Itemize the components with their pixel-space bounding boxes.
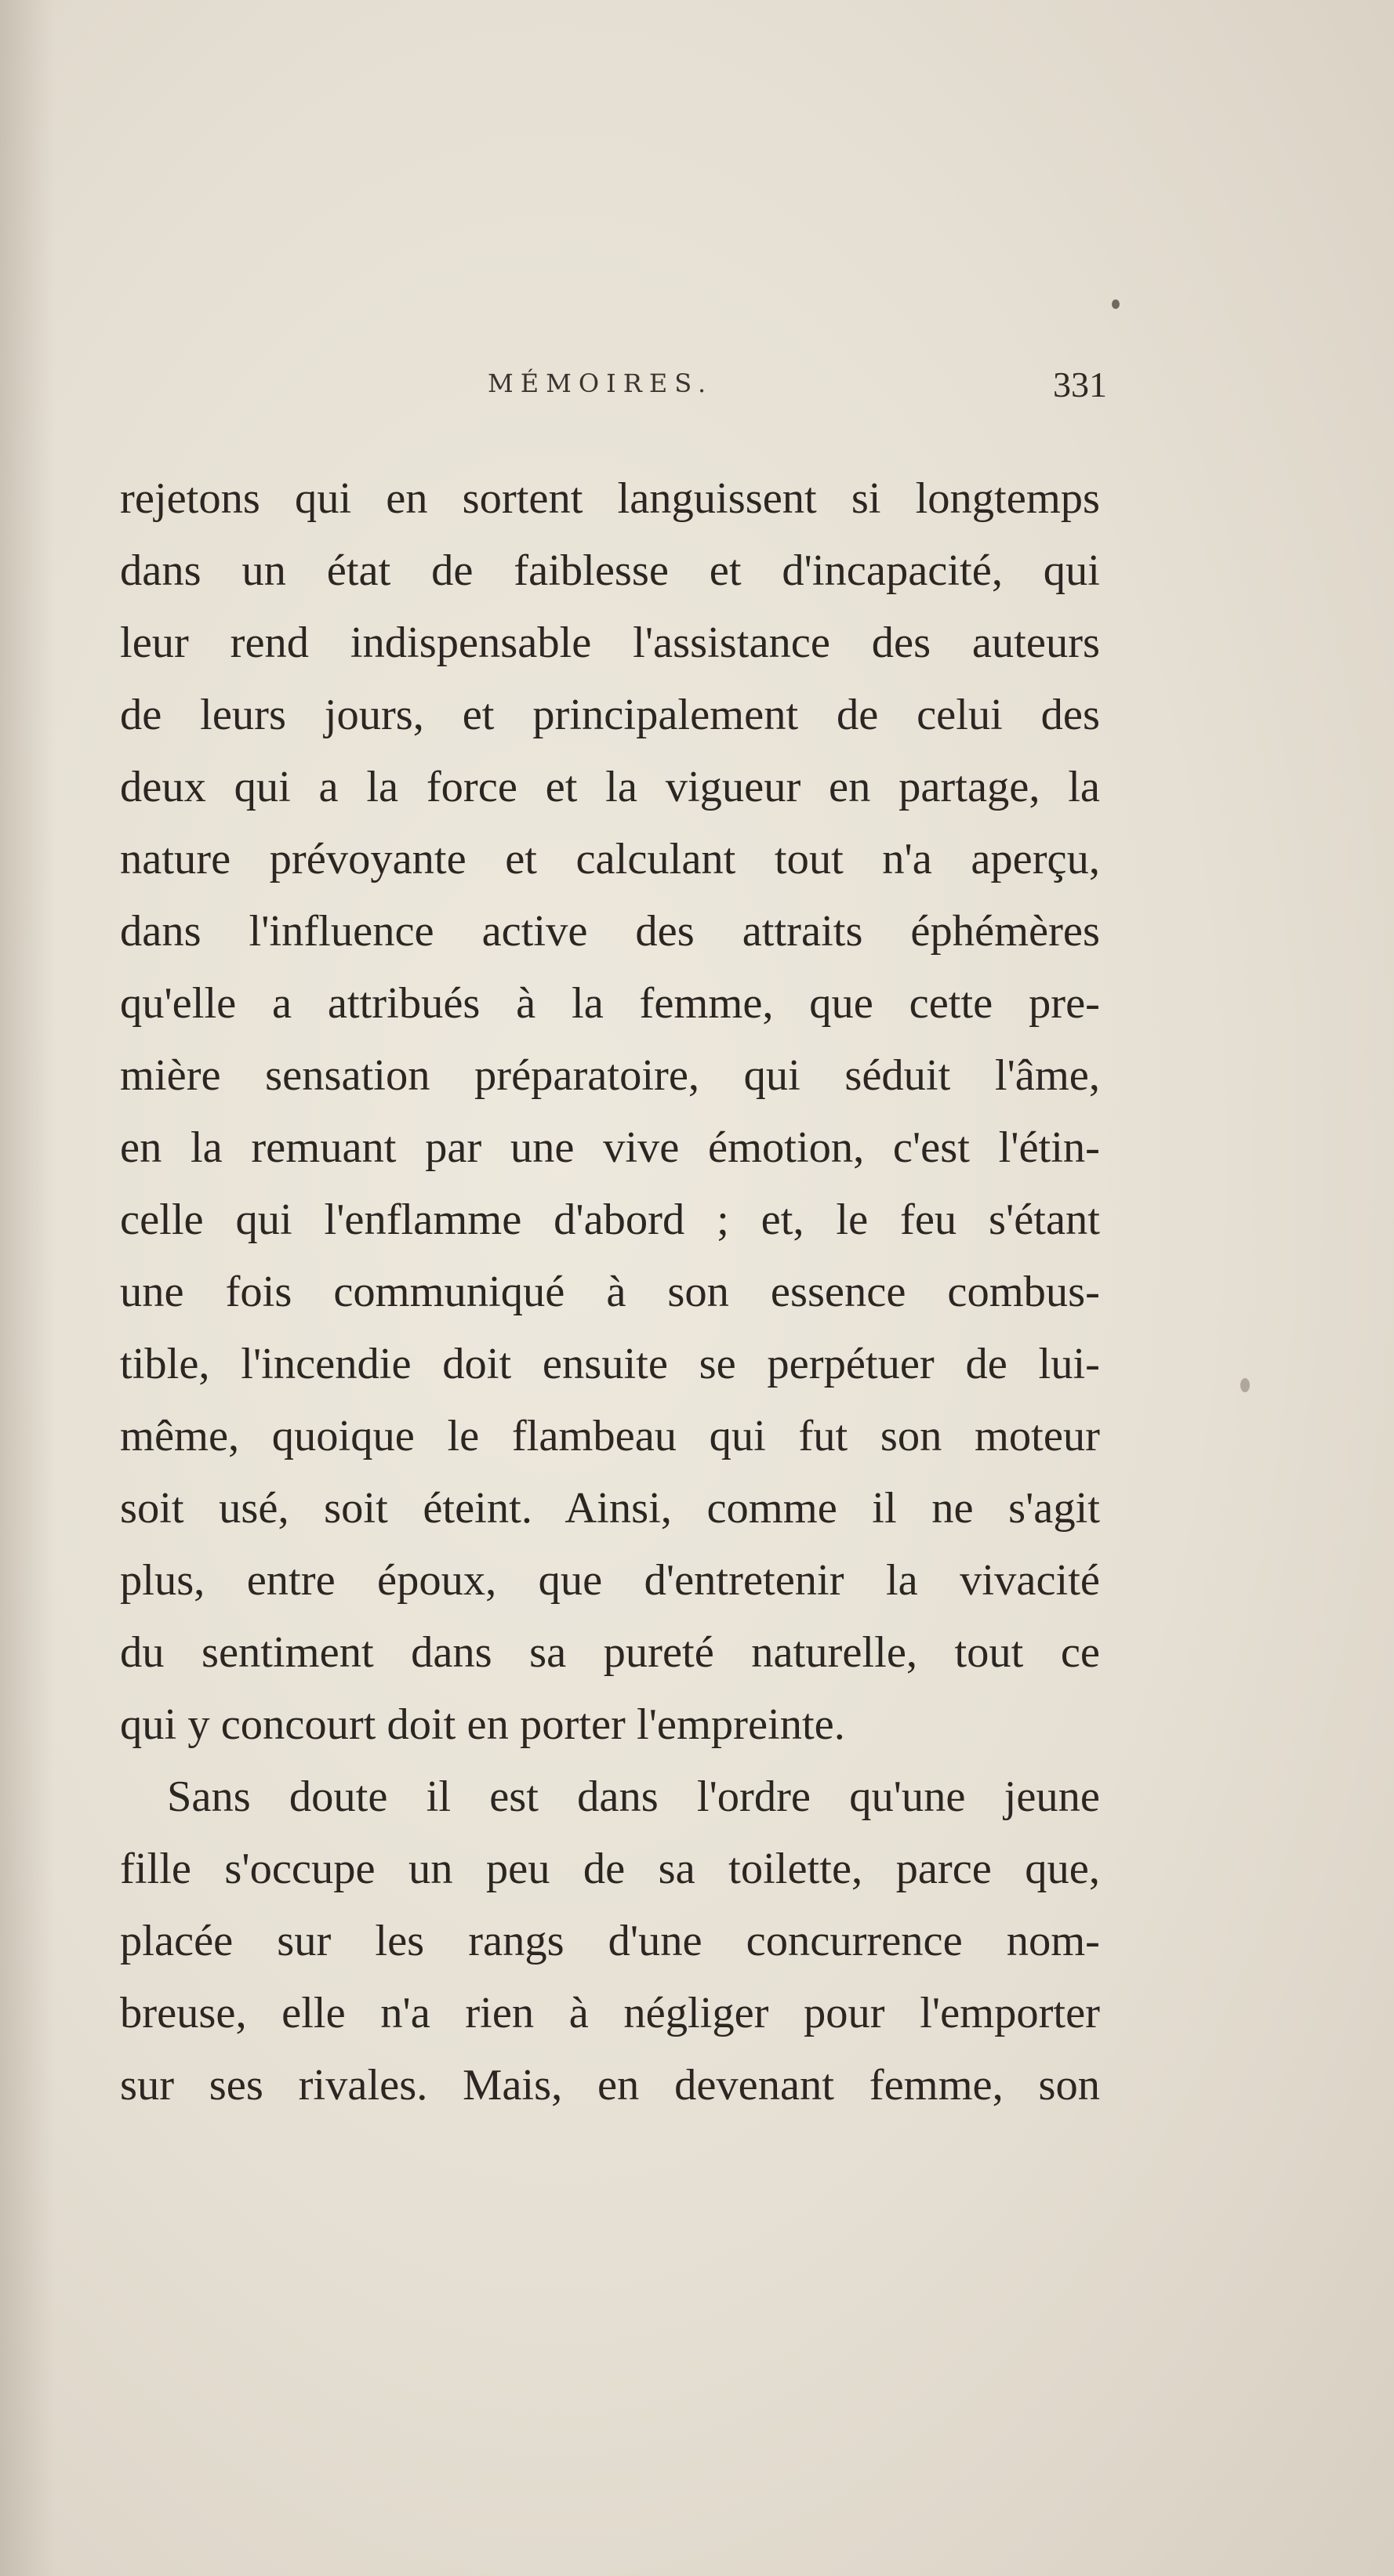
ink-speck — [1240, 1378, 1250, 1392]
page-number: 331 — [1053, 365, 1107, 405]
text-line: breuse, elle n'a rien à négliger pour l'emporter — [120, 1989, 1100, 2037]
text-line: en la remuant par une vive émotion, c'est l'étin- — [120, 1123, 1100, 1172]
text-line: qui y concourt doit en porter l'empreinte. — [120, 1700, 845, 1749]
text-line: tible, l'incendie doit ensuite se perpétuer de lui- — [120, 1340, 1100, 1388]
text-line: deux qui a la force et la vigueur en partage, la — [120, 763, 1100, 811]
text-line: dans l'influence active des attraits éphémères — [120, 907, 1100, 956]
text-line: mière sensation préparatoire, qui séduit l'âme, — [120, 1051, 1100, 1100]
paragraph-2 — [120, 1761, 1100, 2121]
text-line: Sans doute il est dans l'ordre qu'une jeune — [167, 1772, 1100, 1821]
text-line: celle qui l'enflamme d'abord ; et, le feu s'étant — [120, 1195, 1100, 1244]
body-text — [120, 463, 1100, 2121]
paragraph-1 — [120, 463, 1100, 1761]
running-title: MÉMOIRES. — [488, 368, 713, 398]
page-header — [488, 365, 1107, 415]
text-line: du sentiment dans sa pureté naturelle, tout ce — [120, 1628, 1100, 1677]
text-line: fille s'occupe un peu de sa toilette, parce que, — [120, 1845, 1100, 1893]
text-line: de leurs jours, et principalement de celui des — [120, 691, 1100, 739]
text-line: dans un état de faiblesse et d'incapacité, qui — [120, 546, 1100, 595]
text-line: rejetons qui en sortent languissent si longtemps — [120, 474, 1100, 523]
text-line: placée sur les rangs d'une concurrence nom- — [120, 1917, 1100, 1965]
text-line: sur ses rivales. Mais, en devenant femme, son — [120, 2061, 1100, 2110]
text-line: même, quoique le flambeau qui fut son moteur — [120, 1412, 1100, 1460]
text-line: qu'elle a attribués à la femme, que cette pre- — [120, 979, 1100, 1028]
text-line: nature prévoyante et calculant tout n'a aperçu, — [120, 835, 1100, 883]
text-line: plus, entre époux, que d'entretenir la vivacité — [120, 1556, 1100, 1605]
ink-speck — [1112, 299, 1120, 309]
text-line: une fois communiqué à son essence combus- — [120, 1268, 1100, 1316]
text-line: leur rend indispensable l'assistance des auteurs — [120, 619, 1100, 667]
text-line: soit usé, soit éteint. Ainsi, comme il ne s'agit — [120, 1484, 1100, 1533]
